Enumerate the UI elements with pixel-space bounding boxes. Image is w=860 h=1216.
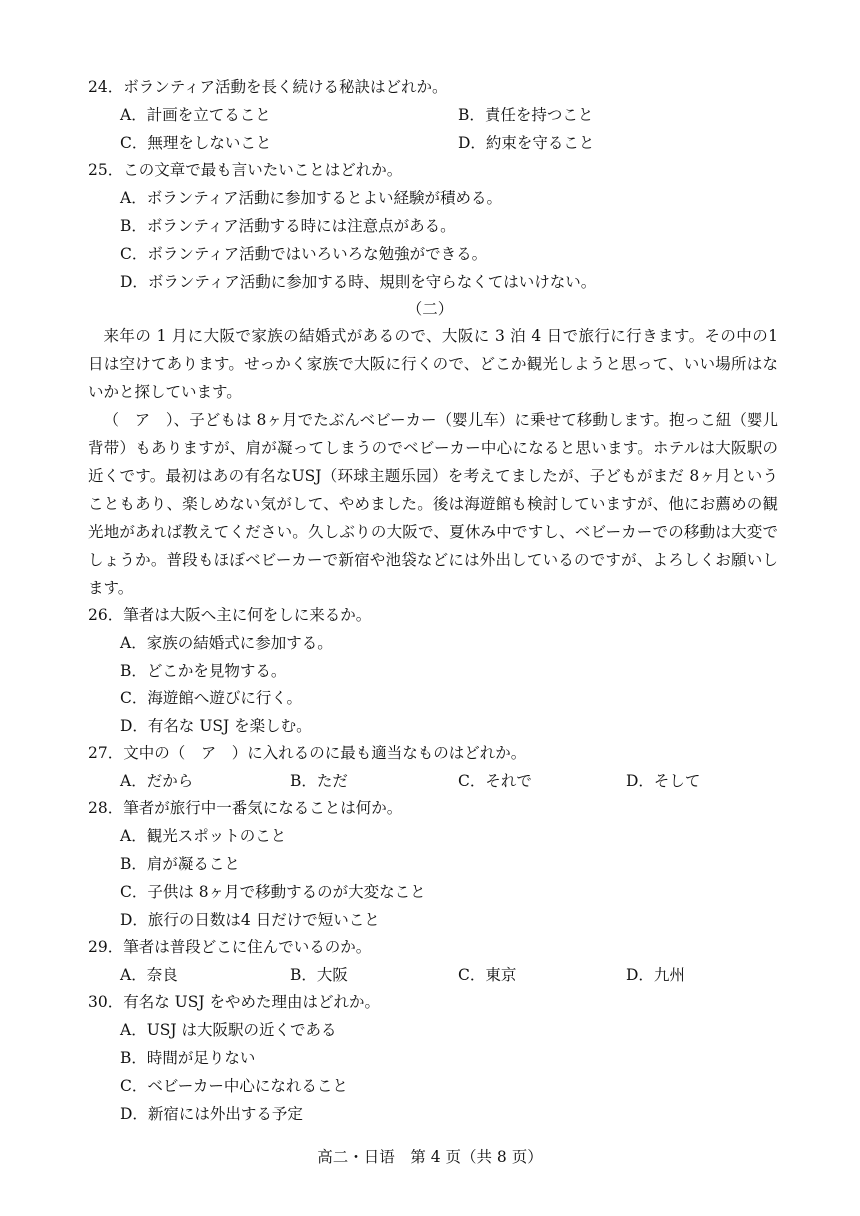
q26-option-a: A．家族の結婚式に参加する。 bbox=[120, 634, 333, 652]
q27-option-a: A．だから bbox=[120, 772, 194, 790]
q24-option-a: A．計画を立てること bbox=[120, 106, 271, 124]
question-28-stem: 28．筆者が旅行中一番気になることは何か。 bbox=[88, 799, 403, 817]
q24-option-c: C．無理をしないこと bbox=[120, 134, 272, 152]
q26-option-d: D．有名な USJ を楽しむ。 bbox=[120, 717, 312, 735]
q27-option-c: C．それで bbox=[458, 772, 532, 790]
q30-option-b: B．時間が足りない bbox=[120, 1049, 256, 1067]
q27-option-d: D．そして bbox=[626, 772, 701, 790]
q24-option-d: D．約束を守ること bbox=[458, 134, 595, 152]
page-footer: 高二・日语 第 4 页（共 8 页） bbox=[317, 1148, 543, 1166]
question-26-stem: 26．筆者は大阪へ主に何をしに来るか。 bbox=[88, 606, 372, 624]
q25-option-d: D．ボランティア活動に参加する時、規則を守らなくてはいけない。 bbox=[120, 273, 597, 291]
q29-option-b: B．大阪 bbox=[290, 966, 348, 984]
q28-option-c: C．子供は 8ヶ月で移動するのが大変なこと bbox=[120, 883, 426, 901]
q30-option-a: A．USJ は大阪駅の近くである bbox=[120, 1021, 337, 1039]
q29-option-d: D．九州 bbox=[626, 966, 685, 984]
q25-option-b: B．ボランティア活動する時には注意点がある。 bbox=[120, 217, 456, 235]
q26-option-b: B．どこかを見物する。 bbox=[120, 662, 287, 680]
q29-option-a: A．奈良 bbox=[120, 966, 178, 984]
q29-option-c: C．東京 bbox=[458, 966, 517, 984]
q28-option-d: D．旅行の日数は4 日だけで短いこと bbox=[120, 911, 380, 929]
question-29-stem: 29．筆者は普段どこに住んでいるのか。 bbox=[88, 938, 372, 956]
section-title: （二） bbox=[406, 300, 454, 318]
question-25-stem: 25．この文章で最も言いたいことはどれか。 bbox=[88, 161, 403, 179]
question-27-stem: 27．文中の（ ア ）に入れるのに最も適当なものはどれか。 bbox=[88, 744, 527, 762]
q24-option-b: B．責任を持つこと bbox=[458, 106, 594, 124]
q25-option-a: A．ボランティア活動に参加するとよい経験が積める。 bbox=[120, 189, 502, 207]
q27-option-b: B．ただ bbox=[290, 772, 348, 790]
q26-option-c: C．海遊館へ遊びに行く。 bbox=[120, 689, 303, 707]
q25-option-c: C．ボランティア活動ではいろいろな勉強ができる。 bbox=[120, 245, 488, 263]
q28-option-a: A．観光スポットのこと bbox=[120, 827, 287, 845]
passage-paragraph-1: 来年の 1 月に大阪で家族の結婚式があるので、大阪に 3 泊 4 日で旅行に行きます。その中の1 日は空けてあります。せっかく家族で大阪に行くので、どこか観光しようと思って、いい場所はないかと探しています。 bbox=[88, 327, 778, 401]
q30-option-d: D．新宿には外出する予定 bbox=[120, 1105, 303, 1123]
q28-option-b: B．肩が凝ること bbox=[120, 855, 240, 873]
q30-option-c: C．ベビーカー中心になれること bbox=[120, 1077, 348, 1095]
question-30-stem: 30．有名な USJ をやめた理由はどれか。 bbox=[88, 993, 380, 1011]
question-24-stem: 24．ボランティア活動を長く続ける秘訣はどれか。 bbox=[88, 78, 448, 96]
passage-paragraph-2: （ ア ）、子どもは 8ヶ月でたぶんベビーカー（婴儿车）に乗せて移動します。抱っこ紐（婴儿背带）もありますが、肩が凝ってしまうのでベビーカー中心になると思います。ホテルは大阪駅の近くです。最初はあの有名なUSJ（环球主题乐园）を考えてましたが、子どもがまだ 8ヶ月ということもあり、楽しめない気がして、やめました。後は海遊館も検討していますが、他にお薦めの観光地があれば教えてください。久しぶりの大阪で、夏休み中ですし、ベビーカーでの移動は大変でしょうか。普段もほぼベビーカーで新宿や池袋などには外出しているのですが、よろしくお願いします。 bbox=[88, 411, 778, 597]
